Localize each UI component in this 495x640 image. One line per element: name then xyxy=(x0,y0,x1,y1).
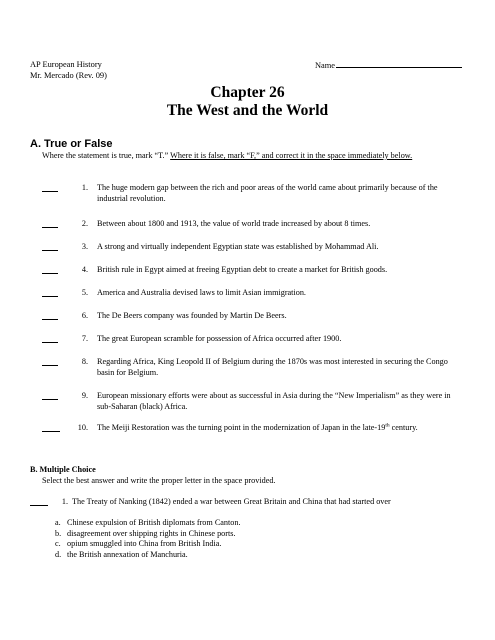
section-b-heading: B. Multiple Choice xyxy=(30,465,96,474)
ordinal-superscript: th xyxy=(385,422,390,429)
item-text: A strong and virtually independent Egyptian state was established by Mohammad Ali. xyxy=(97,242,379,251)
item-text-end: century. xyxy=(389,423,418,432)
answer-blank[interactable] xyxy=(42,219,58,228)
choice-d xyxy=(55,550,188,561)
answer-blank[interactable] xyxy=(42,423,60,432)
choice-text: Chinese expulsion of British diplomats from Canton. xyxy=(67,518,241,527)
item-text: America and Australia devised laws to limit Asian immigration. xyxy=(97,288,306,297)
section-a-instructions xyxy=(42,151,442,162)
item-text: The huge modern gap between the rich and poor areas of the world came about primarily because of the industrial revolution. xyxy=(97,183,438,203)
item-number: 8. xyxy=(81,357,88,366)
item-text xyxy=(97,423,462,434)
choice-text: opium smuggled into China from British India. xyxy=(67,539,222,548)
item-number: 2. xyxy=(81,219,88,228)
instructions-part-2: Where it is false, mark “F,” and correct it in the space immediately below. xyxy=(170,151,413,160)
choice-letter: b. xyxy=(55,528,62,538)
item-number: 3. xyxy=(81,242,88,251)
item-text-main: The Meiji Restoration was the turning point in the modernization of Japan in the late-19 xyxy=(97,423,386,432)
item-text: Regarding Africa, King Leopold II of Belgium during the 1870s was most interested in securing the Congo basin for Belgium. xyxy=(97,357,448,377)
answer-blank[interactable] xyxy=(42,265,58,274)
answer-blank[interactable] xyxy=(42,242,58,251)
item-number: 4. xyxy=(81,265,88,274)
teacher-name: Mr. Mercado (Rev. 09) xyxy=(30,71,107,80)
name-blank-line[interactable] xyxy=(336,59,462,68)
choice-a xyxy=(55,518,241,529)
choice-text: disagreement over shipping rights in Chinese ports. xyxy=(67,528,236,538)
choice-b xyxy=(55,529,236,540)
answer-blank[interactable] xyxy=(42,288,58,297)
choice-text: the British annexation of Manchuria. xyxy=(67,549,188,559)
item-number: 5. xyxy=(81,288,88,297)
item-text: The great European scramble for possession of Africa occurred after 1900. xyxy=(97,334,342,343)
instructions-part-1: Where the statement is true, mark “T.” xyxy=(42,151,171,160)
item-text: Between about 1800 and 1913, the value of world trade increased by about 8 times. xyxy=(97,219,371,228)
answer-blank[interactable] xyxy=(30,497,48,506)
item-text: The De Beers company was founded by Martin De Beers. xyxy=(97,311,287,320)
section-a-heading: A. True or False xyxy=(30,138,113,150)
header-left xyxy=(30,59,107,81)
answer-blank[interactable] xyxy=(42,334,58,343)
answer-blank[interactable] xyxy=(42,311,58,320)
chapter-title: Chapter 26 xyxy=(210,84,285,101)
chapter-subtitle: The West and the World xyxy=(166,102,329,119)
answer-blank[interactable] xyxy=(42,391,58,400)
item-number: 6. xyxy=(81,311,88,320)
section-b-instructions: Select the best answer and write the proper letter in the space provided. xyxy=(42,476,276,485)
item-number: 7. xyxy=(81,334,88,343)
choice-letter: d. xyxy=(55,549,62,559)
question-number: 1. xyxy=(61,497,68,506)
choice-letter: a. xyxy=(55,518,61,527)
item-text: European missionary efforts were about as successful in Asia during the “New Imperialism” as they were in sub-Saharan (black) Africa. xyxy=(97,391,451,411)
choice-c xyxy=(55,539,221,550)
item-text: British rule in Egypt aimed at freeing Egyptian debt to create a market for British goods. xyxy=(97,265,388,274)
name-field[interactable] xyxy=(315,59,462,71)
choice-letter: c. xyxy=(55,539,61,548)
answer-blank[interactable] xyxy=(42,183,58,192)
item-number: 1. xyxy=(81,183,88,192)
answer-blank[interactable] xyxy=(42,357,58,366)
course-name: AP European History xyxy=(30,60,102,69)
question-text: The Treaty of Nanking (1842) ended a war between Great Britain and China that had started over xyxy=(72,497,391,506)
name-label: Name xyxy=(315,61,335,70)
item-number: 9. xyxy=(81,391,88,400)
item-number: 10. xyxy=(77,423,88,432)
